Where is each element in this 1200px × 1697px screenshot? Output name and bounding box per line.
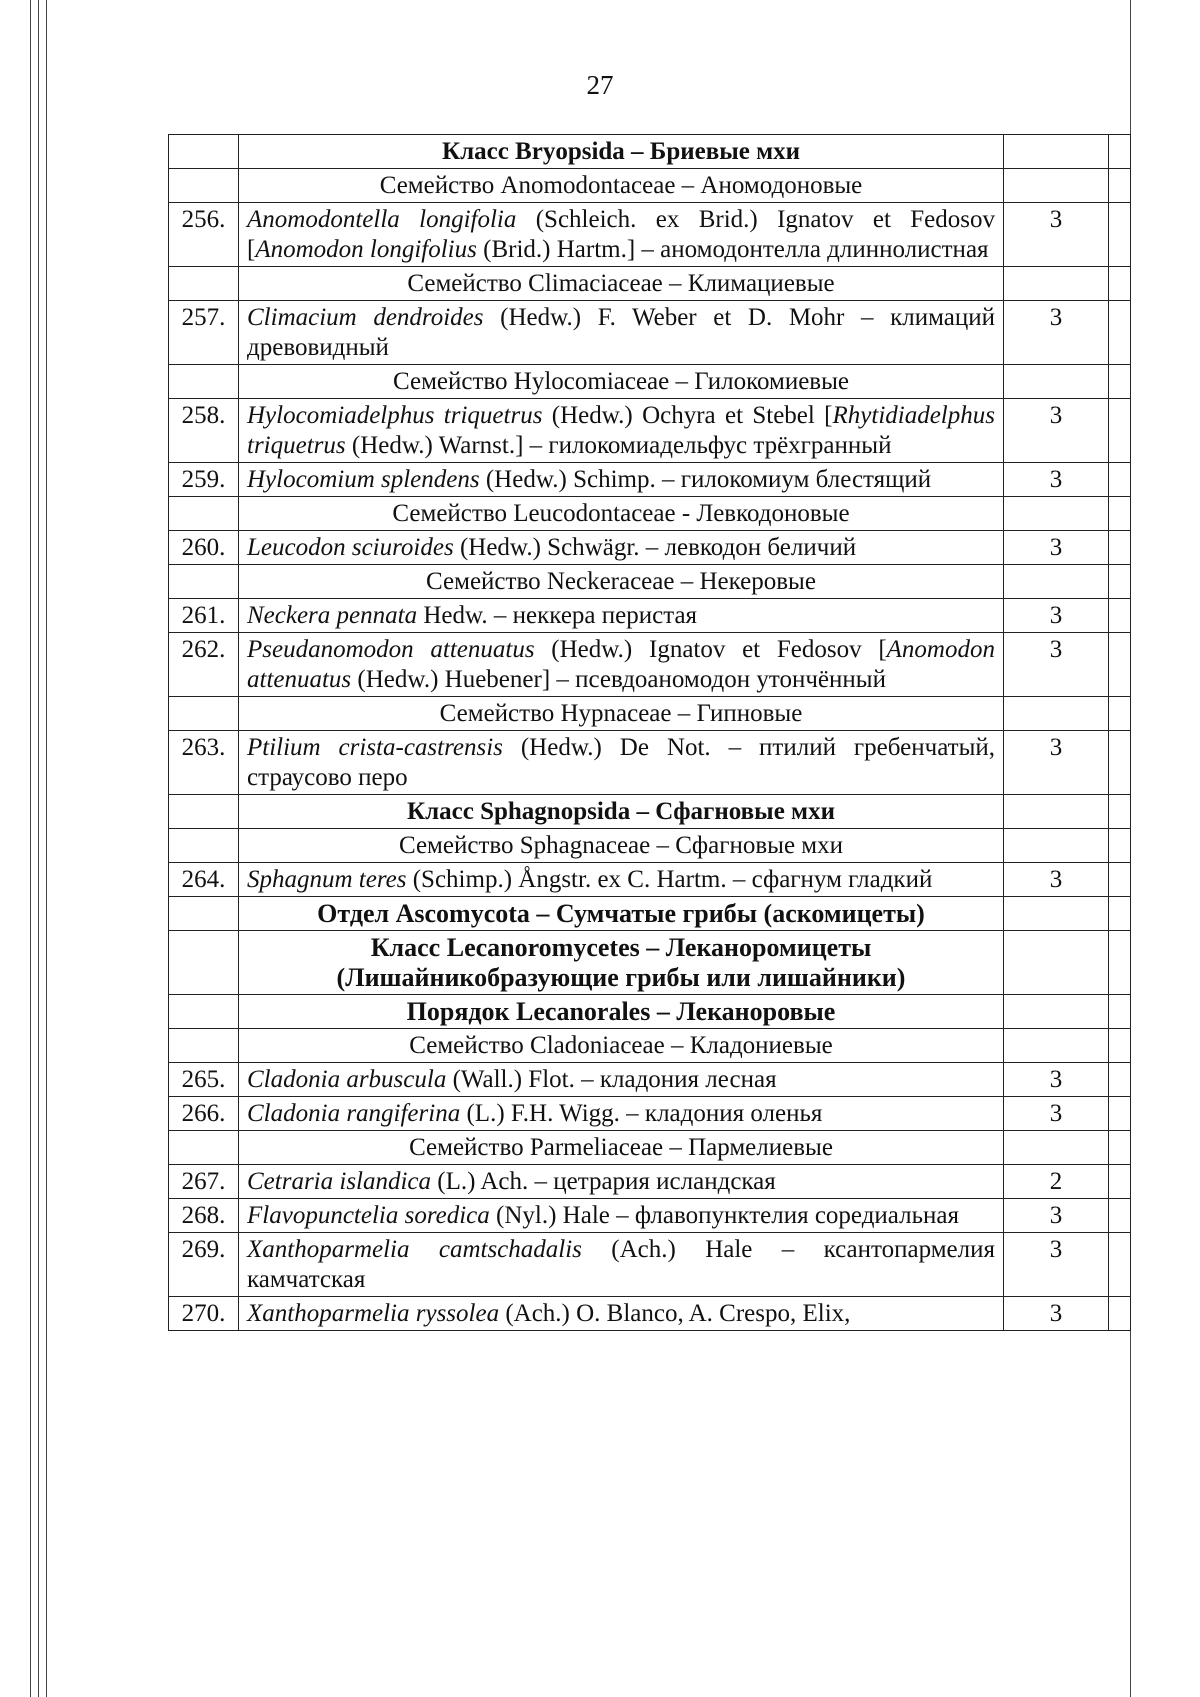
taxon-heading: Семейство Anomodontaceae – Аномодоновые [239,169,1004,203]
species-name [239,1097,1004,1131]
category-cell [1004,931,1109,995]
taxon-heading-row [169,1029,1131,1063]
rarity-category: 3 [1004,301,1109,365]
scientific-name: Pseudanomodon attenuatus [247,636,535,663]
species-number: 268. [169,1199,239,1233]
rarity-category: 3 [1004,399,1109,463]
species-row [169,863,1131,897]
extra-cell [1109,1063,1131,1097]
scientific-name: Leucodon sciuroides [247,534,454,561]
species-row [169,203,1131,267]
taxon-heading-row [169,697,1131,731]
scientific-name: Hylocomium splendens [247,466,480,493]
taxon-heading-row [169,169,1131,203]
scientific-name: Flavopunctelia soredica [247,1202,490,1229]
extra-cell [1109,697,1131,731]
species-number: 259. [169,463,239,497]
rarity-category: 3 [1004,1097,1109,1131]
species-name [239,301,1004,365]
extra-cell [1109,633,1131,697]
species-number: 258. [169,399,239,463]
taxon-heading: Семейство Climaciaceae – Климациевые [239,267,1004,301]
name-text: (Hedw.) Warnst.] – гилокомиадельфус трёхгранный [345,432,892,459]
taxon-heading-row [169,829,1131,863]
extra-cell [1109,1029,1131,1063]
species-name [239,203,1004,267]
rarity-category: 3 [1004,731,1109,795]
row-number-cell [169,995,239,1029]
row-number-cell [169,1131,239,1165]
name-text: (Hedw.) Schwägr. – левкодон беличий [453,534,857,561]
scientific-name: Ptilium crista-castrensis [247,734,503,761]
species-name [239,633,1004,697]
name-text: (Brid.) Hartm.] – аномодонтелла длиннолистная [476,236,989,263]
scan-edge-line [30,0,31,1697]
name-text: (Nyl.) Hale – флавопунктелия соредиальная [489,1202,959,1229]
page-number: 27 [586,70,614,100]
extra-cell [1109,203,1131,267]
scientific-name: Cladonia arbuscula [247,1066,447,1093]
taxon-heading: Семейство Hylocomiaceae – Гилокомиевые [239,365,1004,399]
taxon-heading-row [169,135,1131,169]
taxon-heading: Порядок Lecanorales – Леканоровые [239,995,1004,1029]
row-number-cell [169,897,239,931]
species-name [239,1199,1004,1233]
taxon-heading: Семейство Hypnaceae – Гипновые [239,697,1004,731]
extra-cell [1109,1199,1131,1233]
species-name [239,1165,1004,1199]
species-row [169,1199,1131,1233]
extra-cell [1109,863,1131,897]
rarity-category: 3 [1004,1233,1109,1297]
rarity-category: 3 [1004,463,1109,497]
row-number-cell [169,1029,239,1063]
scientific-name: Rhytidiadelphus triquetrus [247,402,995,459]
taxon-heading: Класс Bryopsida – Бриевые мхи [239,135,1004,169]
extra-cell [1109,1165,1131,1199]
species-name [239,863,1004,897]
name-text: (Hedw.) Ignatov et Fedosov [ [534,636,887,663]
category-cell [1004,135,1109,169]
category-cell [1004,565,1109,599]
scan-edge-line [38,0,39,1697]
category-cell [1004,697,1109,731]
taxon-heading-row [169,931,1131,995]
species-name [239,599,1004,633]
extra-cell [1109,169,1131,203]
species-number: 269. [169,1233,239,1297]
species-table-body [169,135,1131,1331]
category-cell [1004,897,1109,931]
extra-cell [1109,1233,1131,1297]
category-cell [1004,267,1109,301]
taxon-heading: Семейство Parmeliaceae – Пармелиевые [239,1131,1004,1165]
scientific-name: Sphagnum teres [247,866,407,893]
taxon-heading-row [169,1131,1131,1165]
species-row [169,599,1131,633]
taxon-heading: Класс Lecanoromycetes – Леканоромицеты (Лишайникобразующие грибы или лишайники) [239,931,1004,995]
scientific-name: Neckera pennata [247,602,418,629]
species-row [169,1063,1131,1097]
rarity-category: 3 [1004,1297,1109,1331]
category-cell [1004,829,1109,863]
species-name [239,731,1004,795]
row-number-cell [169,135,239,169]
name-text: (Hedw.) Huebener] – псевдоаномодон утончённый [351,666,886,693]
category-cell [1004,169,1109,203]
name-text: (Wall.) Flot. – кладония лесная [446,1066,777,1093]
species-name [239,1063,1004,1097]
extra-cell [1109,135,1131,169]
extra-cell [1109,599,1131,633]
taxon-heading-row [169,795,1131,829]
species-row [169,633,1131,697]
species-row [169,731,1131,795]
extra-cell [1109,829,1131,863]
species-row [169,463,1131,497]
species-row [169,301,1131,365]
scientific-name: Cetraria islandica [247,1168,432,1195]
taxon-heading: Семейство Sphagnaceae – Сфагновые мхи [239,829,1004,863]
category-cell [1004,795,1109,829]
name-text: (Schimp.) Ångstr. ex C. Hartm. – сфагнум гладкий [406,866,933,893]
extra-cell [1109,995,1131,1029]
species-name [239,1297,1004,1331]
taxon-heading-row [169,267,1131,301]
name-text: (Hedw.) Ochyra et Stebel [ [542,402,833,429]
species-name [239,1233,1004,1297]
extra-cell [1109,1131,1131,1165]
scientific-name: Climacium dendroides [247,304,484,331]
rarity-category: 3 [1004,863,1109,897]
species-number: 263. [169,731,239,795]
species-number: 264. [169,863,239,897]
species-number: 267. [169,1165,239,1199]
row-number-cell [169,497,239,531]
species-row [169,399,1131,463]
taxon-heading-row [169,565,1131,599]
extra-cell [1109,731,1131,795]
category-cell [1004,1131,1109,1165]
species-name [239,399,1004,463]
scientific-name: Anomodontella longifolia [247,206,517,233]
row-number-cell [169,697,239,731]
scientific-name: Anomodon attenuatus [247,636,995,693]
extra-cell [1109,463,1131,497]
species-row [169,1097,1131,1131]
taxon-heading: Семейство Leucodontaceae - Левкодоновые [239,497,1004,531]
taxon-heading-row [169,365,1131,399]
extra-cell [1109,897,1131,931]
rarity-category: 3 [1004,203,1109,267]
species-number: 261. [169,599,239,633]
scientific-name: Xanthoparmelia ryssolea [247,1300,500,1327]
rarity-category: 3 [1004,599,1109,633]
species-number: 257. [169,301,239,365]
extra-cell [1109,795,1131,829]
row-number-cell [169,267,239,301]
extra-cell [1109,365,1131,399]
species-table [168,134,1131,1331]
species-row [169,1165,1131,1199]
name-text: (Schleich. ex Brid.) Ignatov et Fedosov [ [247,206,995,263]
scan-edge-line [46,0,47,1697]
extra-cell [1109,565,1131,599]
extra-cell [1109,931,1131,995]
scientific-name: Hylocomiadelphus triquetrus [247,402,543,429]
extra-cell [1109,531,1131,565]
taxon-heading: Отдел Ascomycota – Сумчатые грибы (аскомицеты) [239,897,1004,931]
taxon-heading: Семейство Cladoniaceae – Кладониевые [239,1029,1004,1063]
name-text: (Hedw.) F. Weber et D. Mohr – климаций древовидный [247,304,995,361]
taxon-heading: Класс Sphagnopsida – Сфагновые мхи [239,795,1004,829]
extra-cell [1109,399,1131,463]
extra-cell [1109,267,1131,301]
species-name [239,463,1004,497]
name-text: (Hedw.) De Not. – птилий гребенчатый, страусово перо [247,734,995,791]
species-row [169,1297,1131,1331]
category-cell [1004,995,1109,1029]
rarity-category: 3 [1004,1063,1109,1097]
name-text: (L.) F.H. Wigg. – кладония оленья [460,1100,823,1127]
taxon-heading-row [169,897,1131,931]
taxon-heading-row [169,995,1131,1029]
row-number-cell [169,931,239,995]
species-number: 256. [169,203,239,267]
rarity-category: 3 [1004,531,1109,565]
taxon-heading: Семейство Neckeraceae – Некеровые [239,565,1004,599]
species-number: 262. [169,633,239,697]
extra-cell [1109,1297,1131,1331]
taxon-heading-row [169,497,1131,531]
name-text: (Hedw.) Schimp. – гилокомиум блестящий [479,466,932,493]
species-name [239,531,1004,565]
category-cell [1004,497,1109,531]
scientific-name: Xanthoparmelia camtschadalis [247,1236,582,1263]
species-number: 260. [169,531,239,565]
species-number: 265. [169,1063,239,1097]
row-number-cell [169,169,239,203]
extra-cell [1109,301,1131,365]
name-text: (L.) Ach. – цетрария исландская [431,1168,776,1195]
category-cell [1004,365,1109,399]
scientific-name: Anomodon longifolius [255,236,477,263]
species-number: 266. [169,1097,239,1131]
extra-cell [1109,497,1131,531]
extra-cell [1109,1097,1131,1131]
row-number-cell [169,365,239,399]
species-number: 270. [169,1297,239,1331]
name-text: Hedw. – неккера перистая [417,602,698,629]
rarity-category: 3 [1004,1199,1109,1233]
name-text: (Ach.) O. Blanco, A. Crespo, Elix, [499,1300,851,1327]
category-cell [1004,1029,1109,1063]
species-row [169,531,1131,565]
row-number-cell [169,795,239,829]
row-number-cell [169,829,239,863]
rarity-category: 3 [1004,633,1109,697]
rarity-category: 2 [1004,1165,1109,1199]
name-text: (Ach.) Hale – ксантопармелия камчатская [247,1236,995,1293]
species-row [169,1233,1131,1297]
scientific-name: Cladonia rangiferina [247,1100,461,1127]
row-number-cell [169,565,239,599]
